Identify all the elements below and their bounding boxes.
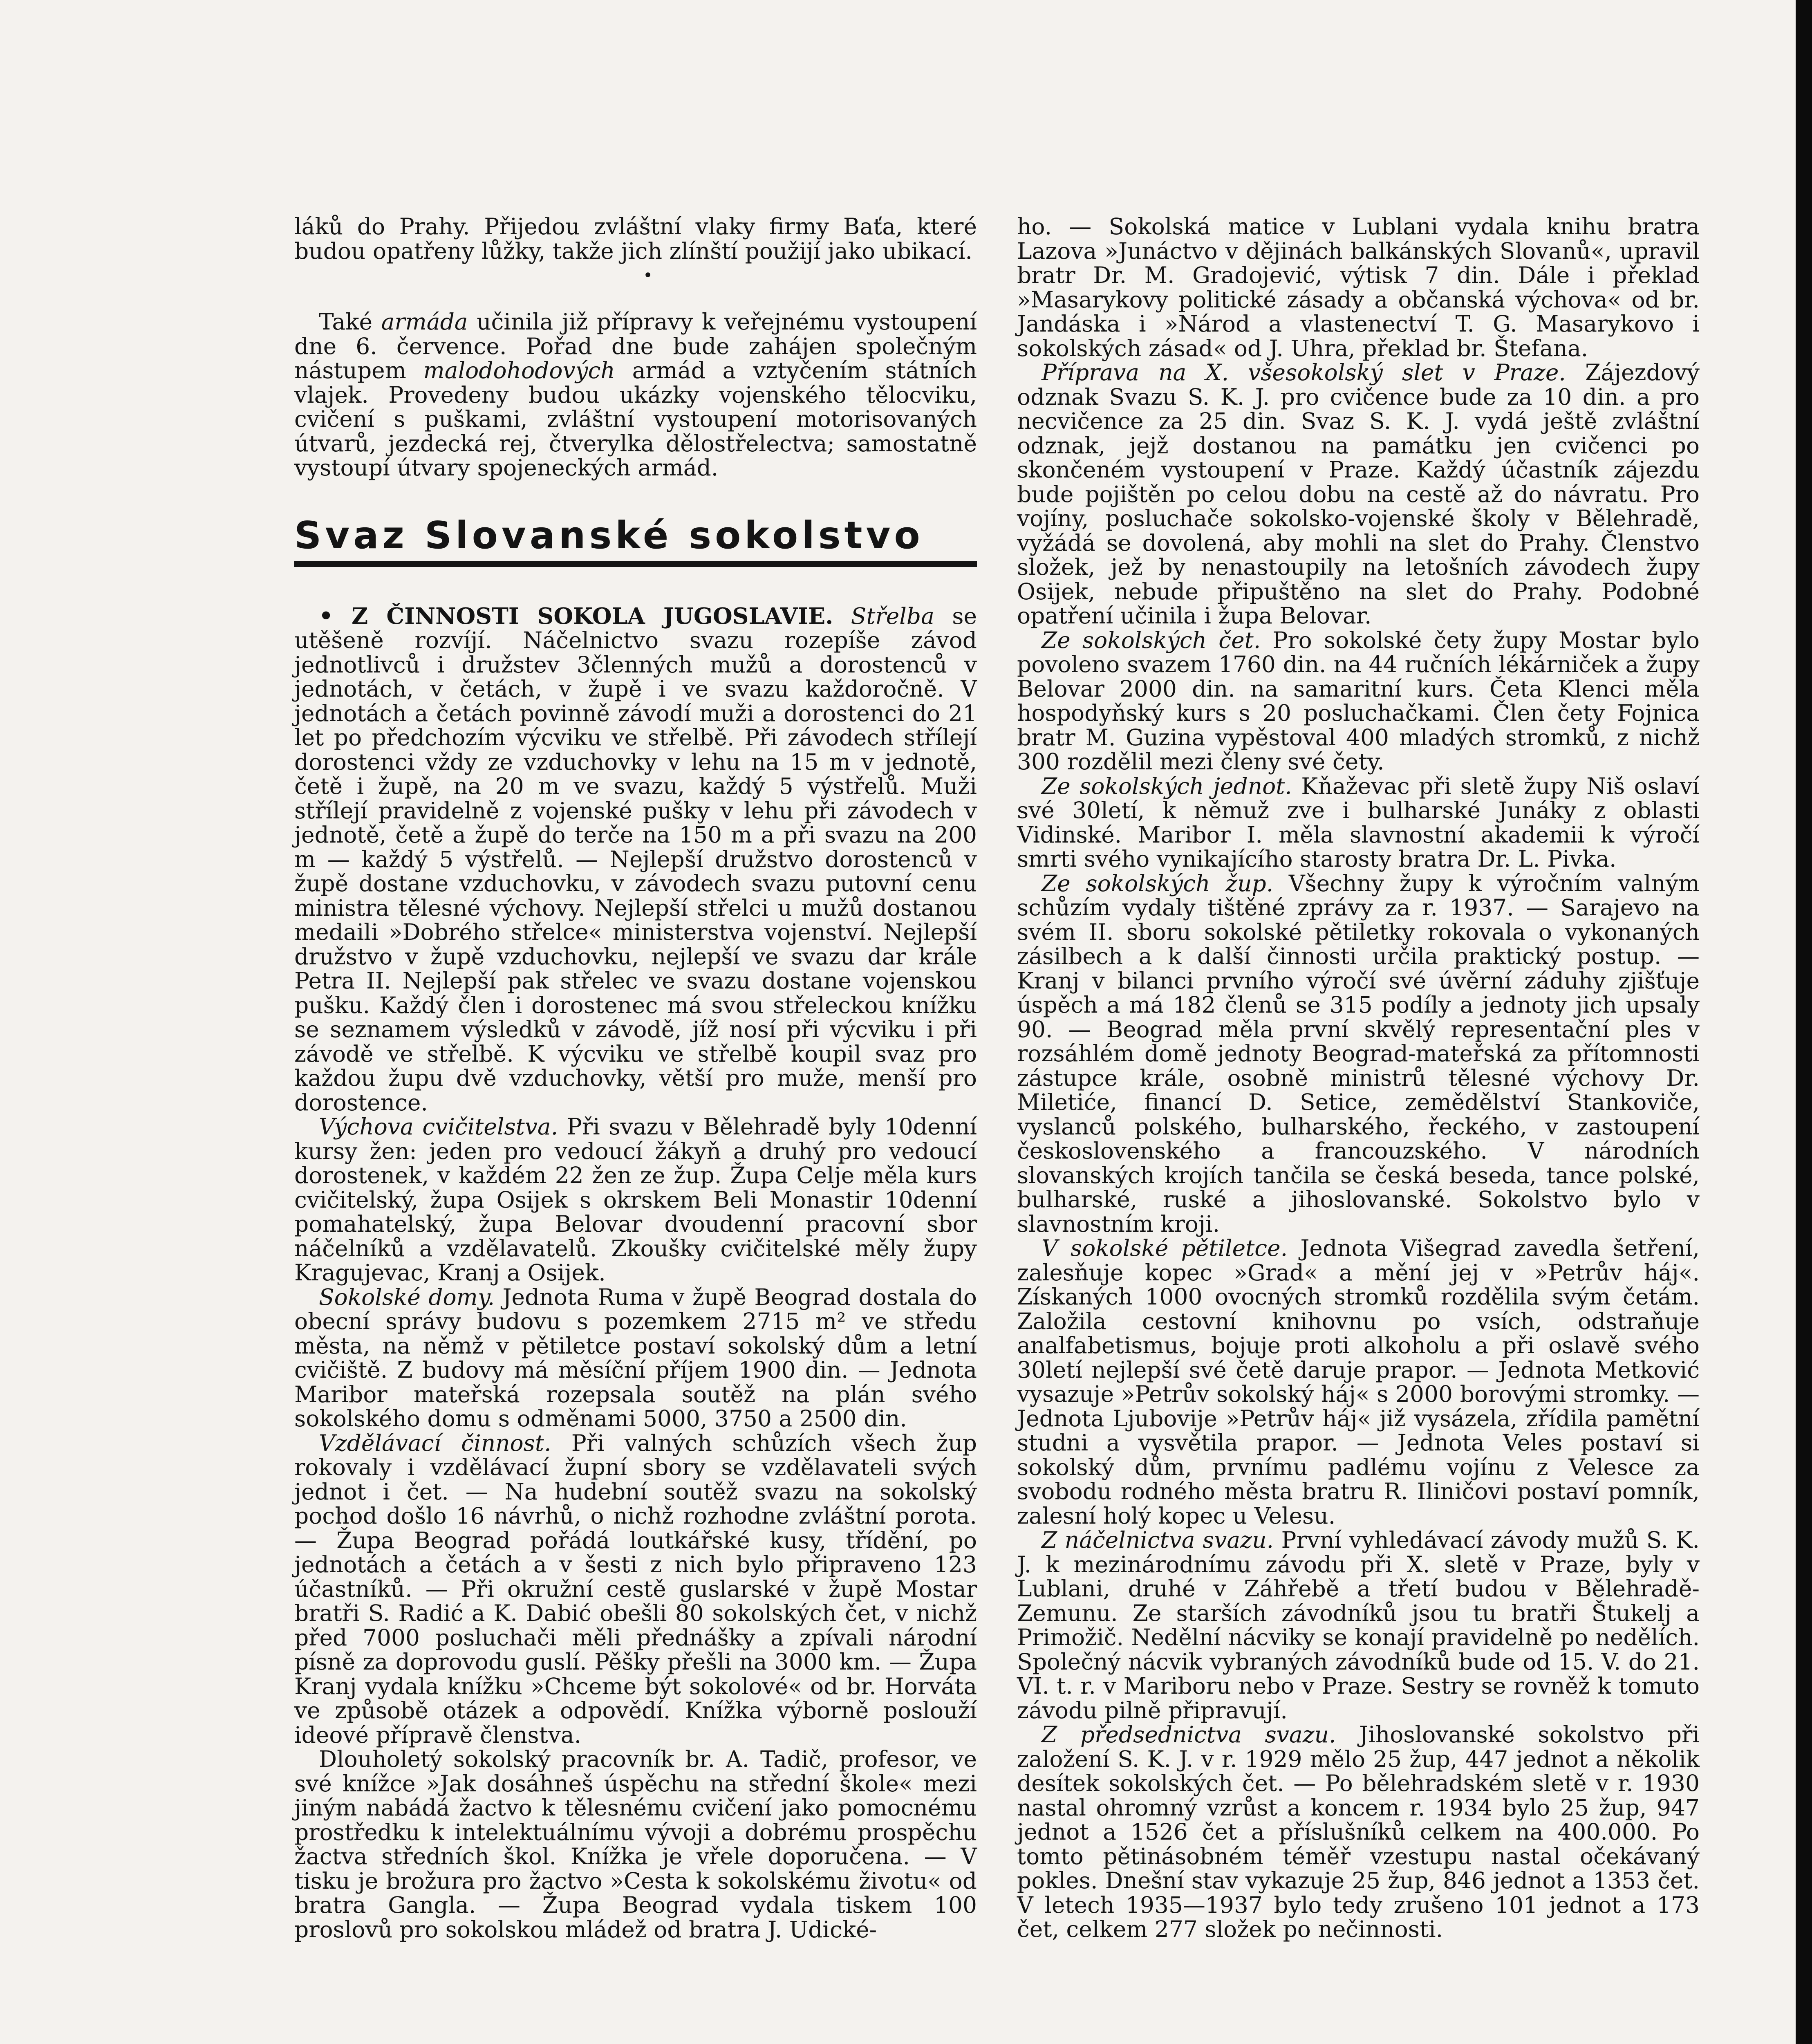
nacelnictvo-paragraph: Z náčelnictva svazu. První vyhledávací závody mužů S. K. J. k mezinárodnímu závodu při X. sletě v Praze, byly v Lublani, druhé v Záhřebě a třetí budou v Bělehradě-Zemunu. Ze starších závodníků jsou tu bratři Štukelj a Primožič. Nedělní nácviky se konají pravidelně po nedělích. Společný nácvik vybraných závodníků bude od 15. V. do 21. VI. t. r. v Mariboru nebo v Praze. Sestry se rovněž k tomuto závodu pilně připravují. [1017,1527,1700,1724]
right-column [1017,215,1700,1942]
petiletka-paragraph: V sokolské pětiletce. Jednota Višegrad zavedla šetření, zalesňuje kopec »Grad« a mění jej v »Petrův háj«. Získaných 1000 ovocných stromků rozdělila svým četám. Založila cestovní knihovnu po vsích, odstraňuje analfabetismus, bojuje proti alkoholu a při oslavě svého 30letí nejlepší své četě daruje prapor. — Jednota Metković vysazuje »Petrův sokolský háj« s 2000 borovými stromky. — Jednota Ljubovije »Petrův háj« již vysázela, zřídila pamětní studni a vysvětila prapor. — Jednota Veles postaví si sokolský dům, prvnímu padlému vojínu z Velesce za svobodu rodného města bratru R. Iliničovi postaví pomník, zalesní holý kopec u Velesu. [1017,1235,1700,1529]
continuation-paragraph: ho. — Sokolská matice v Lublani vydala knihu bratra Lazova »Junáctvo v dějinách balkánských Slovanů«, upravil bratr Dr. M. Gradojević, výtisk 7 din. Dále i překlad »Masarykovy politické zásady a občanská výchova« od br. Jandáska i »Národ a vlastenectví T. G. Masarykovo i sokolských zásad« od J. Uhra, překlad br. Štefana. [1017,213,1700,361]
slet-paragraph: Příprava na X. všesokolský slet v Praze. Zájezdový odznak Svazu S. K. J. pro cvičence bude za 10 din. a pro necvičence za 25 din. Svaz S. K. J. vydá ještě zvláštní odznak, jejž dostanou na památku jen cvičenci po skončeném vystoupení v Praze. Každý účastník zájezdu bude pojištěn po celou dobu na cestě až do návratu. Pro vojíny, posluchače sokolsko-vojenské školy v Bělehradě, vyžádá se dovolená, aby mohli na slet do Prahy. Členstvo složek, jež by nenastoupily na letošních závodech župy Osijek, nebude připuštěno na slet do Prahy. Podobné opatření učinila i župa Belovar. [1017,359,1700,629]
scan-edge-right [1796,0,1812,2044]
lead-paragraph: • Z ČINNOSTI SOKOLA JUGOSLAVIE. Střelba se utěšeně rozvíjí. Náčelnictvo svazu rozepíše závod jednotlivců i družstev 3členných mužů a dorostenců v jednotách, v četách, v župě i ve svazu každoročně. V jednotách a četách povinně závodí muži a dorostenci do 21 let po předchozím výcviku ve střelbě. Při závodech střílejí dorostenci vždy ze vzduchovky v lehu na 15 m v jednotě, četě i župě, na 20 m ve svazu, každý 5 výstřelů. Muži střílejí pravidelně z vojenské pušky v lehu při závodech v jednotě, četě a župě do terče na 150 m a při svazu na 200 m — každý 5 výstřelů. — Nejlepší družstvo dorostenců v župě dostane vzduchovku, v závodech svazu putovní cenu ministra tělesné výchovy. Nejlepší střelci u mužů dostanou medaili »Dobrého střelce« ministerstva vojenství. Nejlepší družstvo v župě vzduchovku, nejlepší ve svazu dar krále Petra II. Nejlepší pak střelec ve svazu dostane vojenskou pušku. Každý člen i dorostenec má svou střeleckou knížku se seznamem výsledků v závodě, jíž nosí při výcviku i při závodě ve střelbě. K výcviku ve střelbě koupil svaz pro každou župu dvě vzduchovky, větší pro muže, menší pro dorostence. [294,602,977,1116]
jednot-paragraph: Ze sokolských jednot. Kňaževac při sletě župy Niš oslaví své 30letí, k němuž zve i bulharské Junáky z oblasti Vidinské. Maribor I. měla slavnostní akademii k výročí smrti svého vynikajícího starosty bratra Dr. L. Pivka. [1017,773,1700,872]
section-separator: • [643,266,653,285]
vzdelavaci-paragraph: Vzdělávací činnost. Při valných schůzích všech žup rokovaly i vzdělávací župní sbory se vzdělavateli svých jednot i čet. — Na hudební soutěž svazu na sokolský pochod došlo 16 návrhů, o nichž rozhodne zvláštní porota. — Župa Beograd pořádá loutkářské kusy, třídění, po jednotách a četách a v šesti z nich bylo připraveno 123 účastníků. — Při okružní cestě guslarské v župě Mostar bratři S. Radić a K. Dabić obešli 80 sokolských čet, v nichž před 7000 posluchači měli přednášky a zpívali národní písně za doprovodu guslí. Pěšky přešli na 3000 km. — Župa Kranj vydala knížku »Chceme být sokolové« od br. Horváta ve způsobě otázek a odpovědí. Knížka výborně poslouží ideové přípravě členstva. [294,1430,977,1748]
zup-paragraph: Ze sokolských žup. Všechny župy k výročním valným schůzím vydaly tištěné zprávy za r. 1937. — Sarajevo na svém II. sboru sokolské pětiletky rokovala o vykonaných zásilbech a k další činnosti určila praktický postup. — Kranj v bilanci prvního výročí své úvěrní záduhy zjišťuje úspěch a má 182 členů se 315 podíly a jednoty jich upsaly 90. — Beograd měla první skvělý representační ples v rozsáhlém domě jednoty Beograd-mateřská za přítomnosti zástupce krále, osobně ministrů tělesné výchovy Dr. Miletiće, financí D. Setice, zemědělství Stankoviče, vyslanců polského, bulharského, řeckého, v zastoupení československého a francouzského. V národních slovanských krojích tančila se česká beseda, tance polské, bulharské, ruské a jihoslovanské. Sokolstvo bylo v slavnostním kroji. [1017,870,1700,1237]
army-paragraph: Také armáda učinila již přípravy k veřejnému vystoupení dne 6. července. Pořad dne bude zahájen společným nástupem malodohodových armád a vztyčením státních vlajek. Provedeny budou ukázky vojenského tělocviku, cvičení s puškami, zvláštní vystoupení motorisovaných útvarů, jezdecká rej, čtverylka dělostřelectva; samostatně vystoupí útvary spojeneckých armád. [294,309,977,481]
left-column [294,215,977,1942]
cety-paragraph: Ze sokolských čet. Pro sokolské čety župy Mostar bylo povoleno svazem 1760 din. na 44 ručních lékárniček a župy Belovar 2000 din. na samaritní kurs. Četa Klenci měla hospodyňský kurs s 20 posluchačkami. Člen čety Fojnica bratr M. Guzina vypěstoval 400 mladých stromků, z nichž 300 rozdělil mezi členy své čety. [1017,627,1700,775]
predsednictvo-paragraph: Z předsednictva svazu. Jihoslovanské sokolstvo při založení S. K. J. v r. 1929 mělo 25 žup, 447 jednot a několik desítek sokolských čet. — Po bělehradském sletě v r. 1930 nastal ohromný vzrůst a koncem r. 1934 bylo 25 žup, 947 jednot a 1526 čet a příslušníků celkem na 400.000. Po tomto pětinásobném téměř vzestupu nastal očekávaný pokles. Dnešní stav vykazuje 25 žup, 846 jednot a 1353 čet. V letech 1935—1937 bylo tedy zrušeno 101 jednot a 173 čet, celkem 277 složek po nečinnosti. [1017,1721,1700,1942]
intro-paragraph: láků do Prahy. Přijedou zvláštní vlaky firmy Baťa, které budou opatřeny lůžky, takže jich zlínští použijí jako ubikací. [294,213,977,264]
domy-paragraph: Sokolské domy. Jednota Ruma v župě Beograd dostala do obecní správy budovu s pozemkem 2715 m² ve středu města, na němž v pětiletce postaví sokolský dům a letní cvičiště. Z budovy má měsíční příjem 1900 din. — Jednota Maribor mateřská rozepsala soutěž na plán svého sokolského domu s odměnami 5000, 3750 a 2500 din. [294,1284,977,1432]
tadic-paragraph: Dlouholetý sokolský pracovník br. A. Tadič, profesor, ve své knížce »Jak dosáhneš úspěchu na střední škole« mezi jiným nabádá žactvo k tělesnému cvičení jako pomocnému prostředku k intelektuálnímu vývoji a dobrému prospěchu žactva středních škol. Knížka je vřele doporučena. — V tisku je brožura pro žactvo »Cesta k sokolskému životu« od bratra Gangla. — Župa Beograd vydala tiskem 100 proslovů pro sokolskou mládež od bratra J. Udické- [294,1746,977,1943]
section-heading: Svaz Slovanské sokolstvo [294,513,977,567]
vychova-paragraph: Výchova cvičitelstva. Při svazu v Bělehradě byly 10denní kursy žen: jeden pro vedoucí žákyň a druhý pro vedoucí dorostenek, v každém 22 žen ze žup. Župa Celje měla kurs cvičitelský, župa Osijek s okrskem Beli Monastir 10denní pomahatelský, župa Belovar dvoudenní pracovní sbor náčelníků a vzdělavatelů. Zkoušky cvičitelské měly župy Kragujevac, Kranj a Osijek. [294,1114,977,1286]
